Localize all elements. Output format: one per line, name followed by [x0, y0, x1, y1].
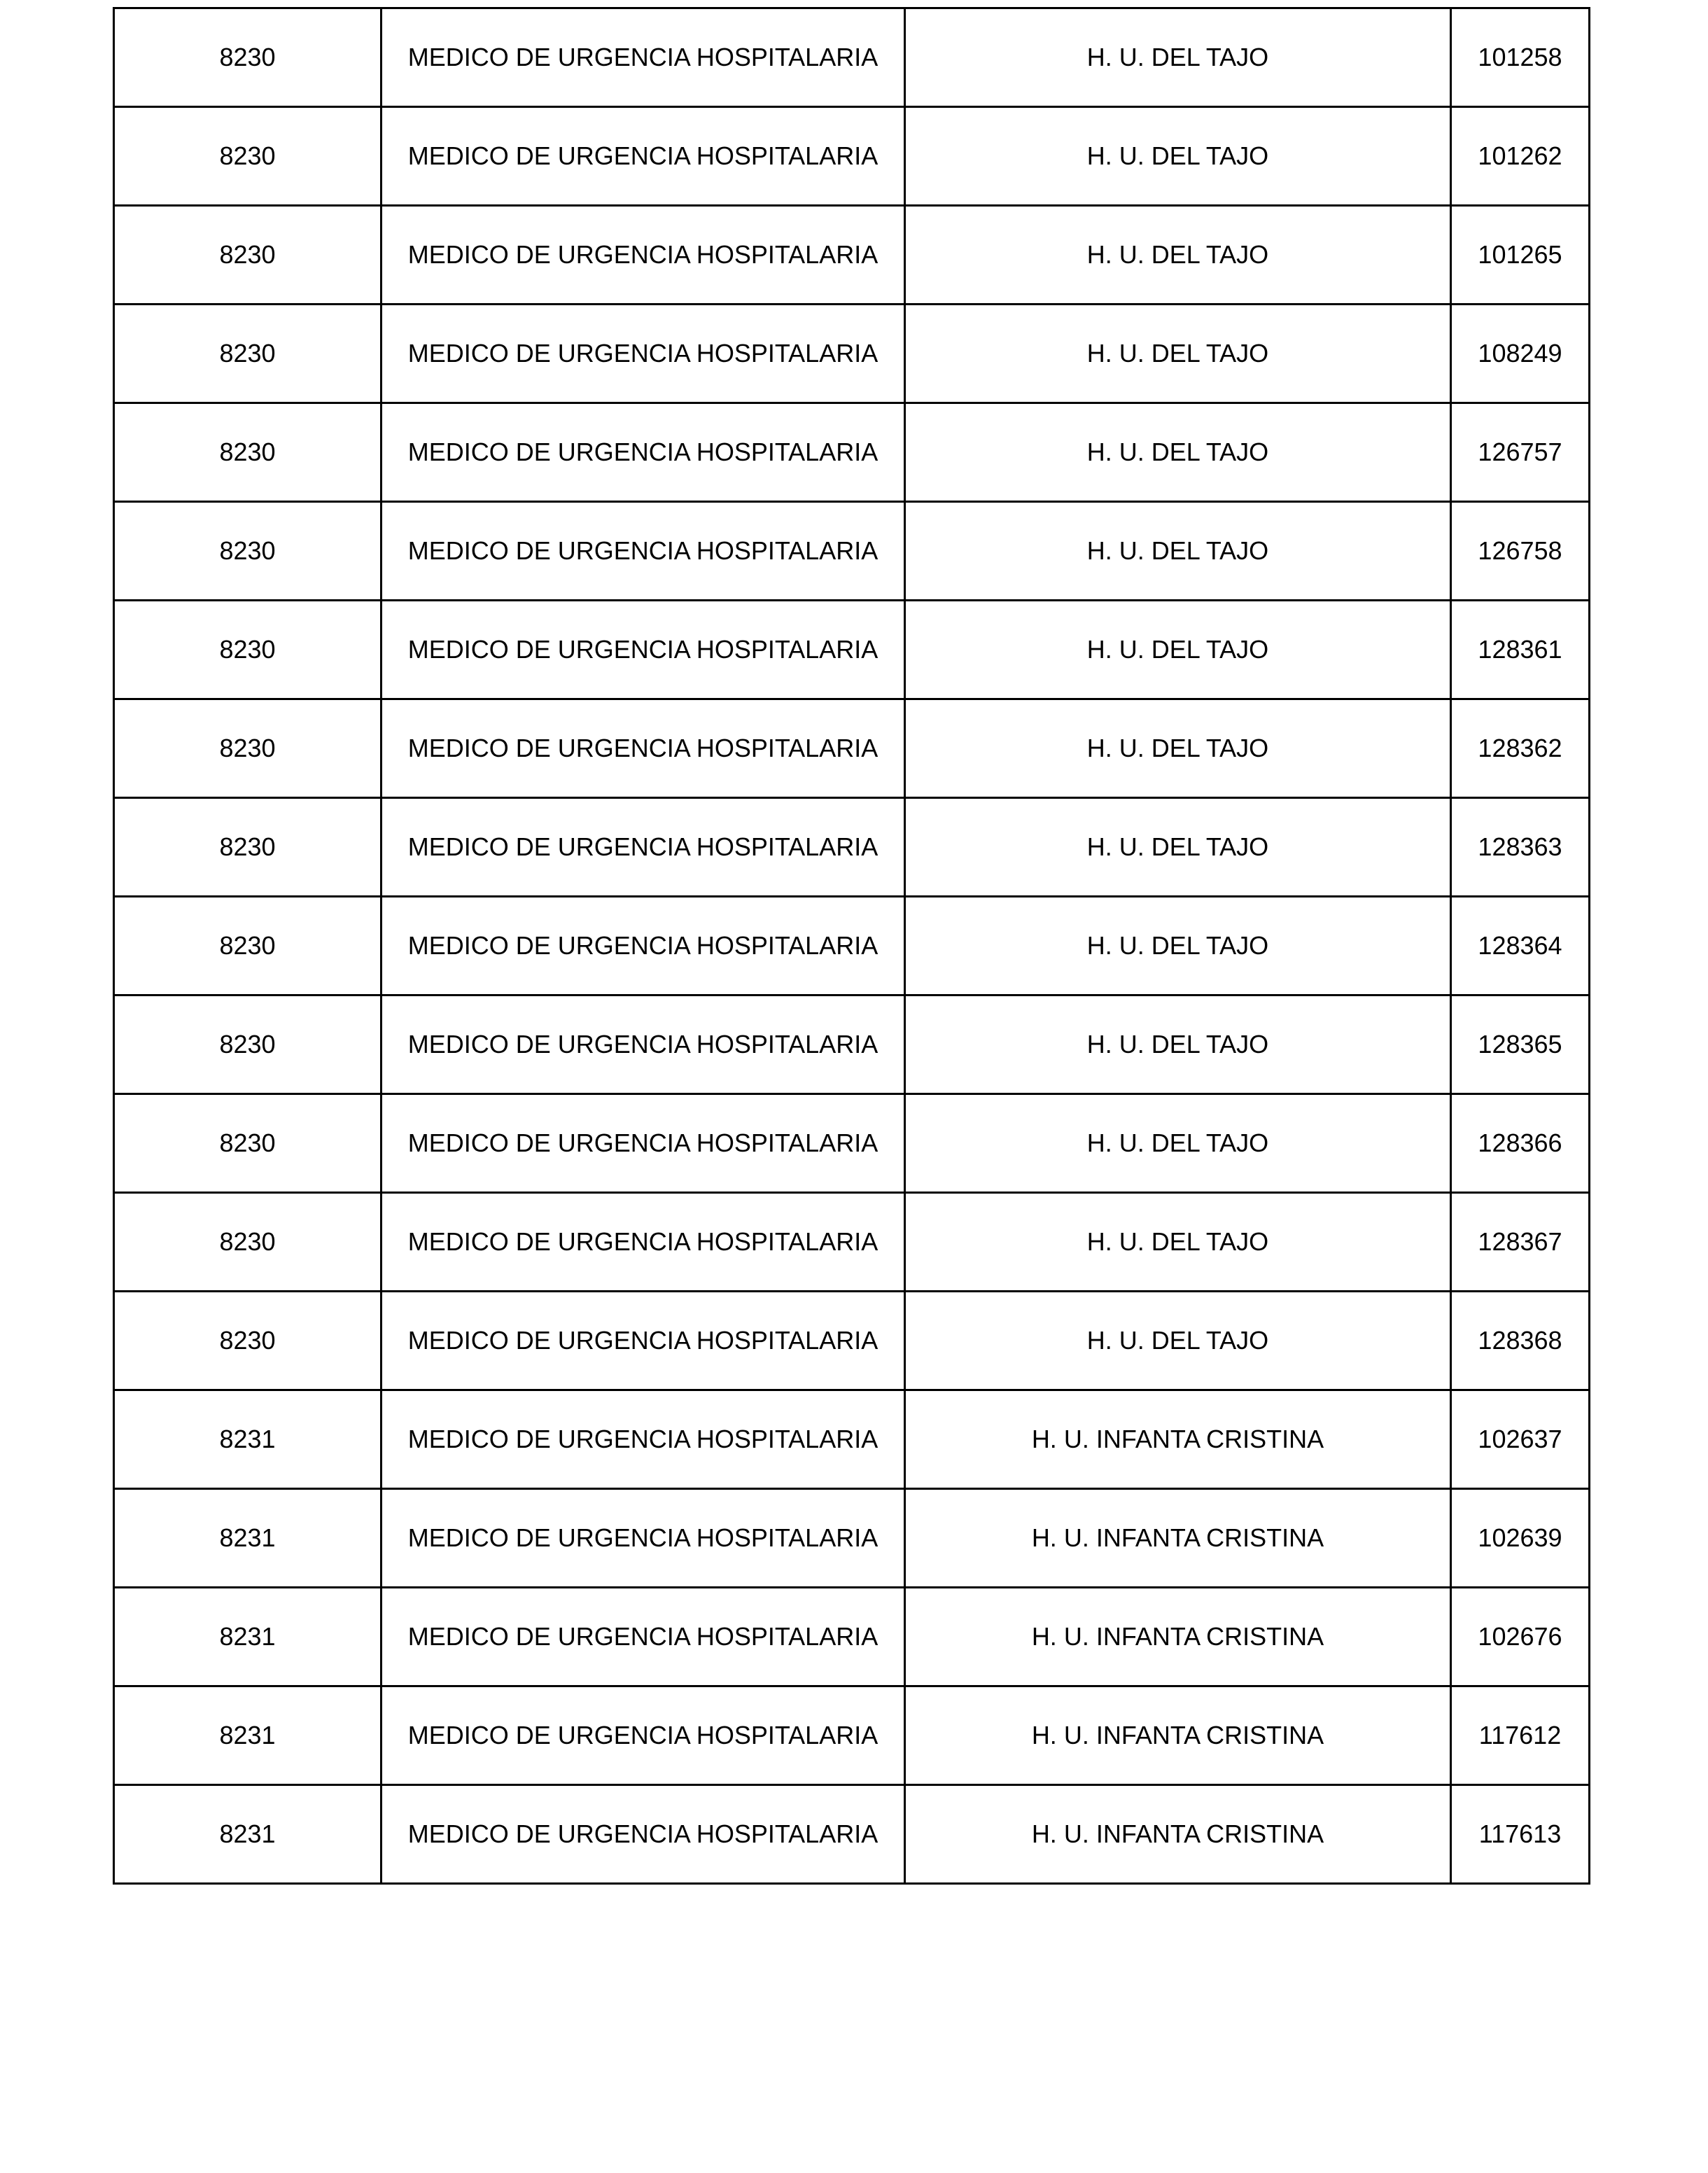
cell-center: H. U. INFANTA CRISTINA [905, 1686, 1451, 1785]
cell-center: H. U. DEL TAJO [905, 107, 1451, 206]
table-row [114, 798, 1590, 897]
table-row [114, 8, 1590, 107]
cell-category: MEDICO DE URGENCIA HOSPITALARIA [382, 1390, 905, 1489]
cell-id: 128368 [1451, 1292, 1590, 1390]
table-body [114, 8, 1590, 1884]
cell-code: 8230 [114, 995, 382, 1094]
cell-center: H. U. INFANTA CRISTINA [905, 1489, 1451, 1588]
cell-center: H. U. DEL TAJO [905, 502, 1451, 601]
cell-center: H. U. DEL TAJO [905, 206, 1451, 305]
cell-code: 8231 [114, 1390, 382, 1489]
table-row [114, 1193, 1590, 1292]
cell-center: H. U. DEL TAJO [905, 601, 1451, 699]
cell-code: 8230 [114, 107, 382, 206]
cell-center: H. U. INFANTA CRISTINA [905, 1390, 1451, 1489]
cell-category: MEDICO DE URGENCIA HOSPITALARIA [382, 699, 905, 798]
cell-code: 8230 [114, 8, 382, 107]
cell-code: 8230 [114, 206, 382, 305]
cell-id: 101265 [1451, 206, 1590, 305]
table-row [114, 1292, 1590, 1390]
cell-id: 126758 [1451, 502, 1590, 601]
cell-id: 128365 [1451, 995, 1590, 1094]
cell-code: 8230 [114, 305, 382, 403]
table-row [114, 403, 1590, 502]
cell-code: 8230 [114, 699, 382, 798]
cell-id: 101258 [1451, 8, 1590, 107]
cell-category: MEDICO DE URGENCIA HOSPITALARIA [382, 206, 905, 305]
table-row [114, 1588, 1590, 1686]
cell-id: 128361 [1451, 601, 1590, 699]
table-row [114, 601, 1590, 699]
cell-code: 8230 [114, 798, 382, 897]
cell-category: MEDICO DE URGENCIA HOSPITALARIA [382, 8, 905, 107]
cell-category: MEDICO DE URGENCIA HOSPITALARIA [382, 1785, 905, 1884]
cell-category: MEDICO DE URGENCIA HOSPITALARIA [382, 502, 905, 601]
cell-id: 117612 [1451, 1686, 1590, 1785]
cell-center: H. U. DEL TAJO [905, 1193, 1451, 1292]
cell-id: 128364 [1451, 897, 1590, 995]
cell-id: 128366 [1451, 1094, 1590, 1193]
cell-center: H. U. DEL TAJO [905, 699, 1451, 798]
cell-category: MEDICO DE URGENCIA HOSPITALARIA [382, 798, 905, 897]
cell-category: MEDICO DE URGENCIA HOSPITALARIA [382, 601, 905, 699]
table-row [114, 107, 1590, 206]
cell-center: H. U. DEL TAJO [905, 8, 1451, 107]
cell-id: 128367 [1451, 1193, 1590, 1292]
cell-center: H. U. DEL TAJO [905, 995, 1451, 1094]
cell-center: H. U. INFANTA CRISTINA [905, 1588, 1451, 1686]
cell-center: H. U. DEL TAJO [905, 1094, 1451, 1193]
cell-center: H. U. DEL TAJO [905, 403, 1451, 502]
table-row [114, 1094, 1590, 1193]
cell-category: MEDICO DE URGENCIA HOSPITALARIA [382, 1094, 905, 1193]
cell-code: 8230 [114, 1094, 382, 1193]
table-row [114, 305, 1590, 403]
table-row [114, 1489, 1590, 1588]
cell-id: 108249 [1451, 305, 1590, 403]
table-row [114, 897, 1590, 995]
cell-id: 128362 [1451, 699, 1590, 798]
cell-code: 8231 [114, 1785, 382, 1884]
cell-code: 8230 [114, 403, 382, 502]
cell-code: 8230 [114, 897, 382, 995]
cell-center: H. U. DEL TAJO [905, 798, 1451, 897]
table-row [114, 1686, 1590, 1785]
table-row [114, 502, 1590, 601]
cell-category: MEDICO DE URGENCIA HOSPITALARIA [382, 897, 905, 995]
cell-category: MEDICO DE URGENCIA HOSPITALARIA [382, 1193, 905, 1292]
cell-category: MEDICO DE URGENCIA HOSPITALARIA [382, 305, 905, 403]
cell-id: 102676 [1451, 1588, 1590, 1686]
cell-category: MEDICO DE URGENCIA HOSPITALARIA [382, 1292, 905, 1390]
cell-code: 8230 [114, 1193, 382, 1292]
table-row [114, 206, 1590, 305]
table-row [114, 699, 1590, 798]
cell-category: MEDICO DE URGENCIA HOSPITALARIA [382, 1489, 905, 1588]
cell-category: MEDICO DE URGENCIA HOSPITALARIA [382, 1686, 905, 1785]
cell-category: MEDICO DE URGENCIA HOSPITALARIA [382, 107, 905, 206]
cell-code: 8231 [114, 1686, 382, 1785]
cell-center: H. U. INFANTA CRISTINA [905, 1785, 1451, 1884]
cell-code: 8231 [114, 1489, 382, 1588]
cell-center: H. U. DEL TAJO [905, 1292, 1451, 1390]
cell-code: 8230 [114, 502, 382, 601]
cell-category: MEDICO DE URGENCIA HOSPITALARIA [382, 995, 905, 1094]
cell-center: H. U. DEL TAJO [905, 305, 1451, 403]
cell-id: 126757 [1451, 403, 1590, 502]
cell-category: MEDICO DE URGENCIA HOSPITALARIA [382, 403, 905, 502]
cell-id: 101262 [1451, 107, 1590, 206]
table-row [114, 995, 1590, 1094]
table-row [114, 1785, 1590, 1884]
cell-id: 117613 [1451, 1785, 1590, 1884]
cell-code: 8230 [114, 601, 382, 699]
cell-code: 8231 [114, 1588, 382, 1686]
table-row [114, 1390, 1590, 1489]
cell-id: 128363 [1451, 798, 1590, 897]
cell-category: MEDICO DE URGENCIA HOSPITALARIA [382, 1588, 905, 1686]
cell-id: 102639 [1451, 1489, 1590, 1588]
cell-center: H. U. DEL TAJO [905, 897, 1451, 995]
cell-id: 102637 [1451, 1390, 1590, 1489]
positions-table [113, 7, 1590, 1885]
cell-code: 8230 [114, 1292, 382, 1390]
